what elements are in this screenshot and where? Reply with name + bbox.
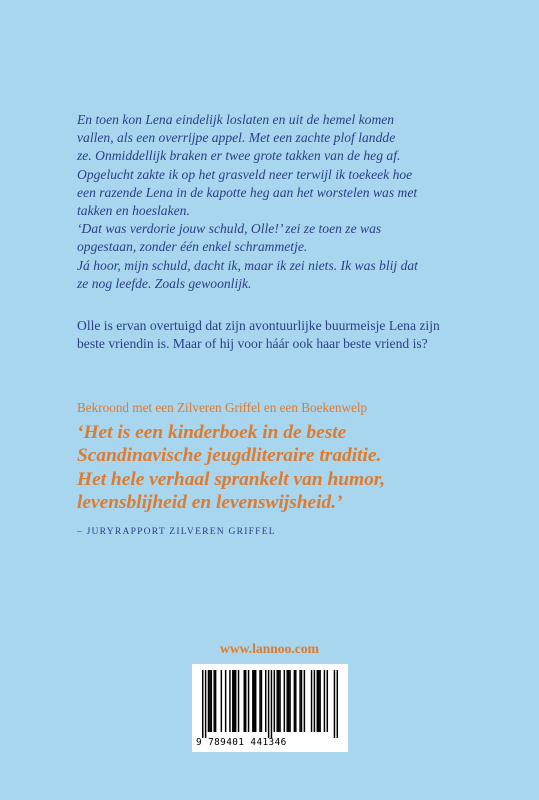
- quote-source: [77, 526, 276, 537]
- barcode-bar: [261, 670, 262, 732]
- barcode-bar: [205, 670, 206, 738]
- barcode-bar: [304, 670, 305, 732]
- barcode-bar: [274, 670, 275, 732]
- excerpt-line: een razende Lena in de kapotte heg aan het worstelen was met: [77, 184, 418, 200]
- publisher-website[interactable]: www.lannoo.com: [220, 641, 319, 656]
- barcode-bar: [225, 670, 226, 732]
- isbn-barcode: [192, 664, 348, 752]
- excerpt-line: ze. Onmiddellijk braken er twee grote takken van de heg af.: [77, 148, 401, 164]
- barcode-bar: [232, 670, 233, 732]
- barcode-bar: [299, 670, 300, 732]
- blurb-line: beste vriendin is. Maar of hij voor háár ook haar beste vriend is?: [77, 336, 428, 352]
- barcode-bar: [252, 670, 253, 732]
- excerpt-line: takken en hoeslaken.: [77, 203, 190, 219]
- barcode-bar: [265, 670, 266, 732]
- barcode-bar: [286, 670, 287, 732]
- barcode-bar: [259, 670, 260, 732]
- barcode-bar: [255, 670, 256, 732]
- barcode-bar: [327, 670, 328, 732]
- barcode-bar: [235, 670, 236, 732]
- barcode-bar: [279, 670, 280, 732]
- excerpt-line: Opgelucht zakte ik op het grasveld neer terwijl ik toekeek hoe: [77, 166, 413, 182]
- barcode-bar: [319, 670, 320, 732]
- excerpt-line: opgestaan, zonder één enkel schrammetje.: [77, 239, 308, 255]
- barcode-bar: [318, 670, 319, 732]
- barcode-bar: [229, 670, 230, 732]
- quote-line: ‘Het is een kinderboek in de beste: [77, 422, 347, 443]
- barcode-bar: [202, 670, 203, 738]
- barcode-digits: 9 789401 441346: [196, 737, 287, 748]
- barcode-bars: [202, 670, 338, 738]
- review-quote: [77, 421, 497, 515]
- barcode-bar: [233, 670, 234, 732]
- excerpt-line: Já hoor, mijn schuld, dacht ik, maar ik zei niets. Ik was blij dat: [77, 257, 418, 273]
- excerpt-line: ‘Dat was verdorie jouw schuld, Olle!’ zei ze toen ze was: [77, 221, 382, 237]
- barcode-bar: [209, 670, 210, 732]
- book-excerpt: [77, 111, 457, 293]
- excerpt-line: En toen kon Lena eindelijk loslaten en uit de hemel komen: [77, 112, 395, 127]
- barcode-bar: [244, 670, 245, 732]
- barcode-bar: [295, 670, 296, 732]
- barcode-bar: [278, 670, 279, 732]
- barcode-bar: [324, 670, 325, 732]
- book-blurb: [77, 317, 467, 353]
- quote-line: levensblijheid en levenswijsheid.’: [77, 492, 343, 514]
- excerpt-line: vallen, als een overrijpe appel. Met een zachte plof landde: [77, 130, 396, 146]
- barcode-bar: [271, 670, 272, 738]
- barcode-bar: [248, 670, 249, 732]
- quote-line: Scandinavische jeugdliteraire traditie.: [77, 445, 382, 467]
- barcode-bar: [238, 670, 239, 732]
- barcode-bar: [276, 670, 277, 732]
- barcode-bar: [213, 670, 214, 732]
- barcode-bar: [311, 670, 312, 732]
- barcode-bar: [211, 670, 212, 732]
- barcode-bar: [284, 670, 285, 732]
- quote-line: Het hele verhaal sprankelt van humor,: [77, 468, 386, 490]
- blurb-line: Olle is ervan overtuigd dat zijn avontuurlijke buurmeisje Lena zijn: [77, 318, 440, 333]
- excerpt-line: ze nog leefde. Zoals gewoonlijk.: [77, 275, 252, 291]
- source-dash: –: [77, 526, 83, 537]
- source-text: JURYRAPPORT ZILVEREN GRIFFEL: [86, 526, 276, 537]
- barcode-bar: [245, 670, 246, 732]
- barcode-bar: [301, 670, 302, 732]
- barcode-bar: [334, 670, 335, 738]
- barcode-bar: [337, 670, 338, 738]
- barcode-bar: [288, 670, 289, 732]
- barcode-bar: [314, 670, 315, 732]
- barcode-bar: [317, 670, 318, 732]
- barcode-bar: [208, 670, 209, 732]
- barcode-bar: [215, 670, 216, 732]
- barcode-bar: [268, 670, 269, 738]
- barcode-bar: [221, 670, 222, 732]
- barcode-bar: [289, 670, 290, 732]
- award-line: Bekroond met een Zilveren Griffel en een Boekenwelp: [77, 400, 368, 415]
- barcode-bar: [254, 670, 255, 732]
- barcode-bar: [294, 670, 295, 732]
